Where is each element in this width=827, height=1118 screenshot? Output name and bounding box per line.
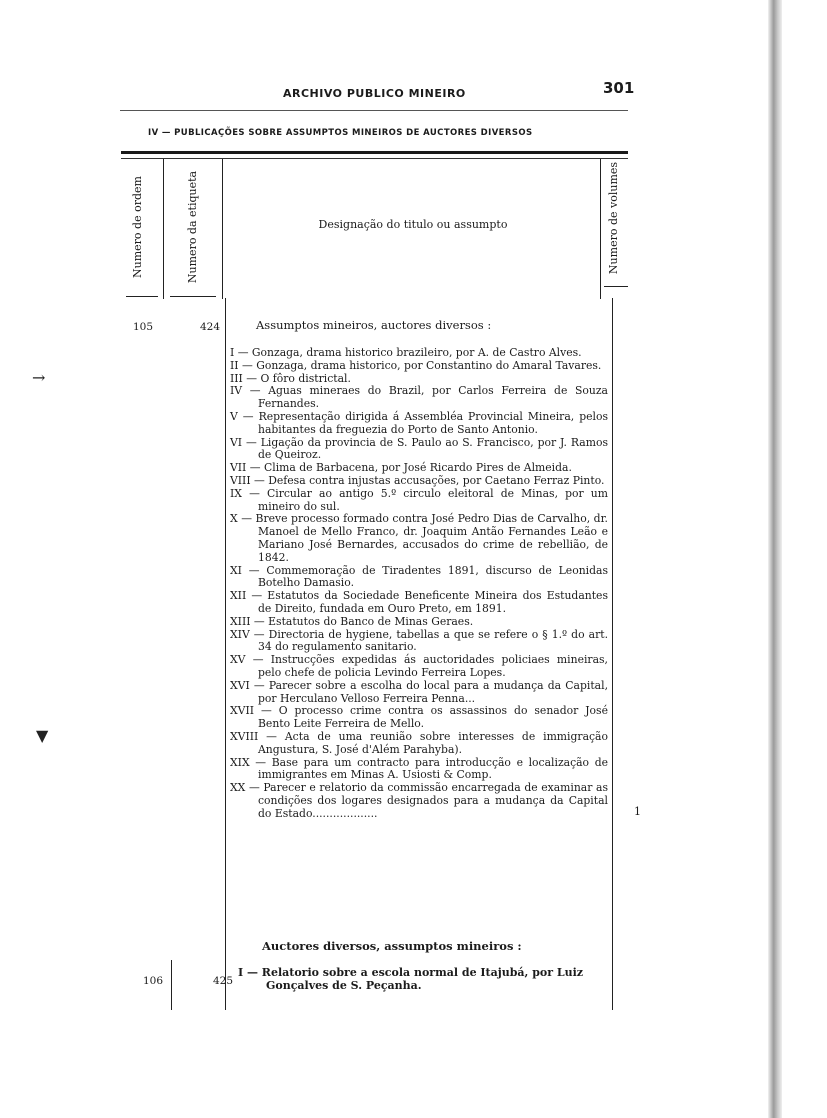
group-title: Assumptos mineiros, auctores diversos : <box>256 318 492 332</box>
list-item: VII — Clima de Barbacena, por José Ricardo Pires de Almeida. <box>230 461 572 475</box>
group-title: Auctores diversos, assumptos mineiros : <box>262 939 522 953</box>
list-item: XVIII — Acta de uma reunião sobre interesses de immigração Angustura, S. José d'Além Parahyba). <box>230 729 608 756</box>
header-bottom-rule <box>170 296 216 297</box>
list-item: I — Gonzaga, drama historico brazileiro, por A. de Castro Alves. <box>230 346 582 359</box>
row-etiqueta-number: 424 <box>200 321 221 333</box>
column-divider <box>171 960 172 1010</box>
table-top-rule <box>121 151 628 154</box>
list-item: XX — Parecer e relatorio da commissão encarregada de examinar as condições dos logares designados para a mudança da Capital do Estado................... <box>230 781 608 820</box>
row-volumes-number: 1 <box>634 805 641 818</box>
header-rule <box>120 110 628 111</box>
header-bottom-rule <box>604 286 628 287</box>
margin-mark: → <box>32 368 46 387</box>
column-header-designacao: Designação do titulo ou assumpto <box>318 218 508 231</box>
running-header-title: ARCHIVO PUBLICO MINEIRO <box>283 87 466 100</box>
list-item: I — Relatorio sobre a escola normal de Itajubá, por Luiz Gonçalves de S. Peçanha. <box>238 966 584 992</box>
column-divider <box>222 159 223 299</box>
list-item: IV — Aguas mineraes do Brazil, por Carlos Ferreira de Souza Fernandes. <box>230 384 608 411</box>
entry-list <box>230 347 608 820</box>
list-item: VIII — Defesa contra injustas accusações, por Caetano Ferraz Pinto. <box>230 473 605 487</box>
list-item: II — Gonzaga, drama historico, por Constantino do Amaral Tavares. <box>230 358 602 372</box>
list-item: XVI — Parecer sobre a escolha do local para a mudança da Capital, por Herculano Velloso Ferreira Penna... <box>230 678 608 705</box>
list-item: III — O fôro districtal. <box>230 371 351 385</box>
list-item: XI — Commemoração de Tiradentes 1891, discurso de Leonidas Botelho Damasio. <box>230 563 608 590</box>
section-title: IV — PUBLICAÇÕES SOBRE ASSUMPTOS MINEIROS DE AUCTORES DIVERSOS <box>148 128 533 138</box>
column-divider <box>225 298 226 1010</box>
list-item: XII — Estatutos da Sociedade Beneficente Mineira dos Estudantes de Direito, fundada em Ouro Preto, em 1891. <box>230 589 608 615</box>
column-divider <box>600 159 601 299</box>
row-ordem-number: 106 <box>143 975 164 987</box>
list-item: V — Representação dirigida á Assembléa Provincial Mineira, pelos habitantes da freguezia do Porto de Santo Antonio. <box>230 409 608 436</box>
page-number: 301 <box>603 79 635 97</box>
column-header-volumes: Numero de volumes <box>607 161 620 275</box>
column-divider <box>163 159 164 299</box>
list-item: XIV — Directoria de hygiene, tabellas a que se refere o § 1.º do art. 34 do regulamento sanitario. <box>230 627 608 654</box>
list-item: XIII — Estatutos do Banco de Minas Geraes. <box>230 614 474 628</box>
list-item: VI — Ligação da provincia de S. Paulo ao S. Francisco, por J. Ramos de Queiroz. <box>230 435 608 462</box>
list-item: XIX — Base para um contracto para introducção e localização de immigrantes em Minas A. Usiosti & Comp. <box>230 755 608 782</box>
table-top-rule-thin <box>121 158 628 159</box>
page-edge-shadow <box>768 0 782 1118</box>
column-divider <box>612 298 613 1010</box>
column-header-ordem: Numero de ordem <box>131 176 144 278</box>
header-bottom-rule <box>126 296 158 297</box>
row-ordem-number: 105 <box>133 321 154 333</box>
list-item: IX — Circular ao antigo 5.º circulo eleitoral de Minas, por um mineiro do sul. <box>230 486 608 513</box>
list-item: XV — Instrucções expedidas ás auctoridades policiaes mineiras, pelo chefe de policia Levindo Ferreira Lopes. <box>230 653 608 679</box>
list-item: X — Breve processo formado contra José Pedro Dias de Carvalho, dr. Manoel de Mello Franco, dr. Joaquim Antão Fernandes Leão e Mariano José Bernardes, accusados do crime de rebellião, de 1842. <box>230 512 608 564</box>
list-item: XVII — O processo crime contra os assassinos do senador José Bento Leite Ferreira de Mello. <box>230 704 608 731</box>
column-header-etiqueta: Numero da etiqueta <box>186 170 199 284</box>
margin-mark: ▼ <box>36 726 49 745</box>
row-etiqueta-number: 425 <box>213 975 234 987</box>
